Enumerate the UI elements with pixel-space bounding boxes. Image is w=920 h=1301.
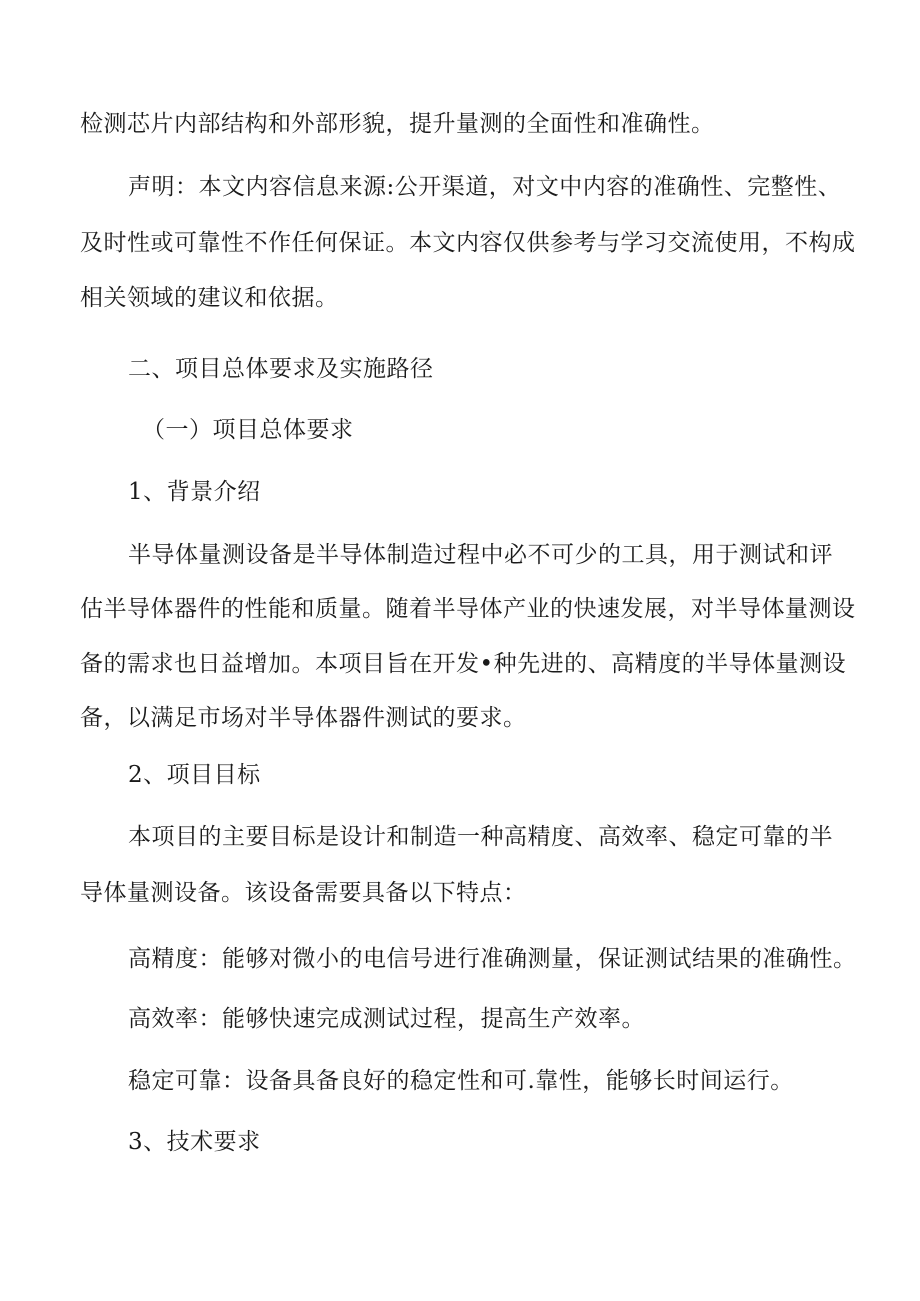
background-paragraph-line-4: 备，以满足市场对半导体器件测试的要求。 [80, 705, 527, 731]
section-title: 二、项目总体要求及实施路径 [128, 356, 434, 382]
background-paragraph-line-3: 备的需求也日益增加。本项目旨在开发•种先进的、高精度的半导体量测设 [80, 651, 847, 677]
tech-heading: 3、技术要求 [128, 1129, 261, 1155]
goal-paragraph-line-2: 导体量测设备。该设备需要具备以下特点： [80, 880, 527, 906]
goal-paragraph-line-1: 本项目的主要目标是设计和制造一种高精度、高效率、稳定可靠的半 [128, 824, 833, 850]
background-paragraph-line-2: 估半导体器件的性能和质量。随着半导体产业的快速发展，对半导体量测设 [80, 596, 856, 622]
intro-tail-line: 检测芯片内部结构和外部形貌，提升量测的全面性和准确性。 [80, 111, 715, 137]
background-heading: 1、背景介绍 [128, 479, 261, 505]
goal-heading: 2、项目目标 [128, 762, 261, 788]
feature-stable-reliable: 稳定可靠：设备具备良好的稳定性和可.靠性，能够长时间运行。 [128, 1068, 794, 1094]
disclaimer-line-2: 及时性或可靠性不作任何保证。本文内容仅供参考与学习交流使用，不构成 [80, 230, 856, 256]
feature-high-efficiency: 高效率：能够快速完成测试过程，提高生产效率。 [128, 1006, 645, 1032]
feature-high-precision: 高精度：能够对微小的电信号进行准确测量，保证测试结果的准确性。 [128, 946, 857, 972]
disclaimer-line-1: 声明：本文内容信息来源:公开渠道，对文中内容的准确性、完整性、 [128, 174, 842, 200]
disclaimer-line-3: 相关领域的建议和依据。 [80, 285, 339, 311]
subsection-title: （一）项目总体要求 [142, 417, 354, 443]
background-paragraph-line-1: 半导体量测设备是半导体制造过程中必不可少的工具，用于测试和评 [128, 542, 833, 568]
